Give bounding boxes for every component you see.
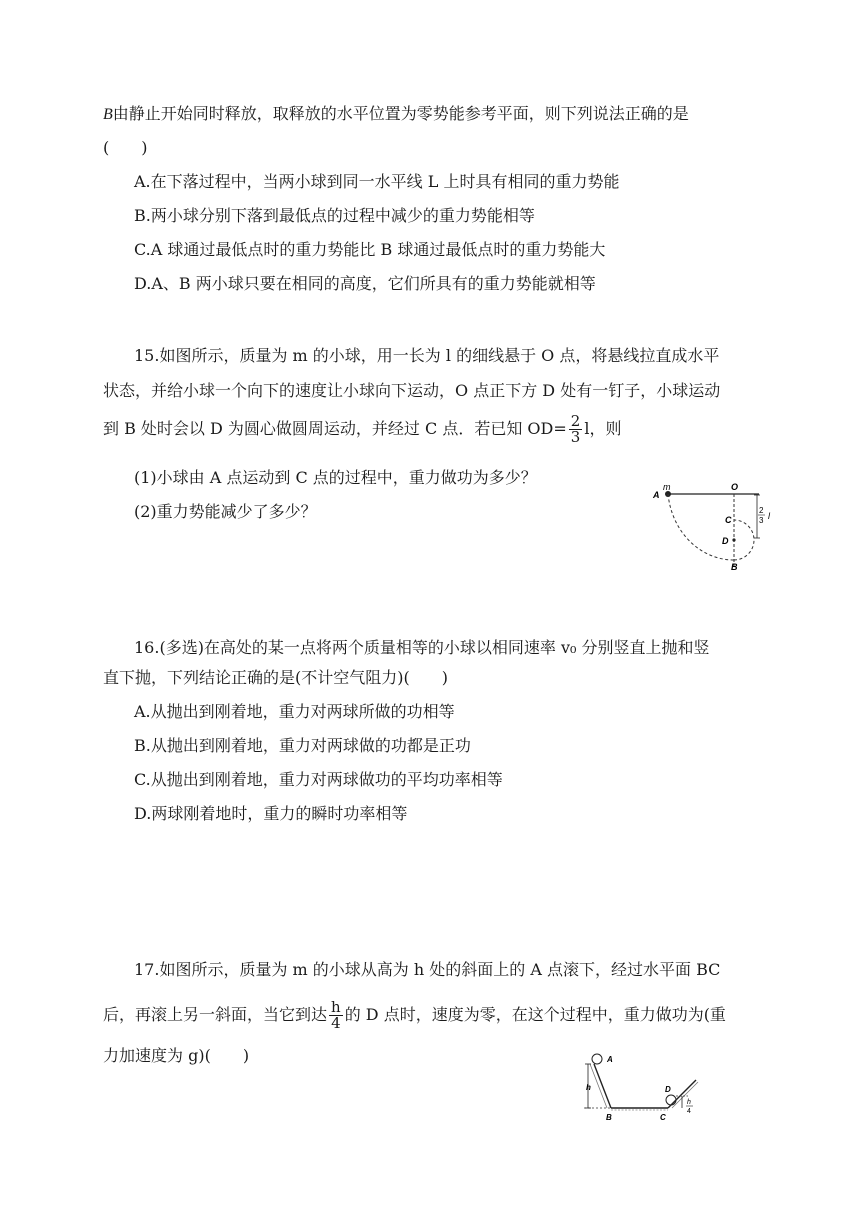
q17-h4-num: h bbox=[687, 1099, 691, 1106]
q17-fraction bbox=[329, 1000, 343, 1031]
q17-line2-post: 的 D 点时，速度为零，在这个过程中，重力做功为(重 bbox=[344, 1005, 726, 1024]
q17-ball-a bbox=[592, 1054, 602, 1064]
q14-var-b: B bbox=[103, 106, 113, 123]
q14-stem-text: 由静止开始同时释放，取释放的水平位置为零势能参考平面，则下列说法正确的是 bbox=[112, 104, 689, 123]
q17-line2-pre: 后，再滚上另一斜面，当它到达 bbox=[103, 1005, 328, 1024]
q15-sub2: (2)重力势能减少了多少？ bbox=[134, 502, 317, 521]
q17-label-b: B bbox=[606, 1113, 612, 1122]
q14-stem-line1 bbox=[103, 102, 689, 127]
q17-frac-num: h bbox=[331, 998, 341, 1016]
q17-ball-d bbox=[666, 1095, 676, 1105]
q16-option-c: C.从抛出到刚着地，重力对两球做功的平均功率相等 bbox=[134, 770, 503, 789]
q15-stem-line3 bbox=[103, 414, 621, 445]
q15-label-m: m bbox=[663, 482, 671, 492]
q17-label-d: D bbox=[665, 1085, 671, 1094]
q15-frac-num: 2 bbox=[570, 412, 581, 430]
q15-label-o: O bbox=[731, 482, 739, 492]
q17-label-a: A bbox=[607, 1055, 613, 1064]
q15-len-num: 2 bbox=[759, 506, 764, 515]
q15-line3-post: l，则 bbox=[584, 419, 622, 438]
q17-stem-line3: 力加速度为 g)( ) bbox=[103, 1046, 250, 1065]
q15-label-c: C bbox=[725, 515, 732, 525]
q15-label-b: B bbox=[731, 562, 738, 572]
q17-incline-figure bbox=[576, 1050, 702, 1124]
q15-arc-ab bbox=[668, 494, 734, 560]
q15-stem-line2: 状态，并给小球一个向下的速度让小球向下运动，O 点正下方 D 处有一钉子，小球运动 bbox=[103, 381, 721, 400]
q17-label-c: C bbox=[660, 1113, 666, 1122]
q15-line3-pre: 到 B 处时会以 D 为圆心做圆周运动，并经过 C 点．若已知 OD= bbox=[103, 419, 567, 438]
q16-option-b: B.从抛出到刚着地，重力对两球做的功都是正功 bbox=[134, 736, 471, 755]
q15-frac-den: 3 bbox=[570, 428, 581, 446]
q17-stem-line2 bbox=[103, 1000, 726, 1031]
q17-frac-den: 4 bbox=[331, 1014, 341, 1032]
q15-stem-line1: 15.如图所示，质量为 m 的小球，用一长为 l 的细线悬于 O 点，将悬线拉直成水平 bbox=[134, 346, 720, 365]
q14-option-b: B.两小球分别下落到最低点的过程中减少的重力势能相等 bbox=[134, 206, 535, 225]
q14-option-a: A.在下落过程中，当两小球到同一水平线 L 上时具有相同的重力势能 bbox=[134, 172, 620, 191]
q17-left-slope bbox=[594, 1064, 611, 1108]
q15-len-den: 3 bbox=[759, 516, 764, 525]
q15-nail bbox=[732, 538, 735, 541]
q15-arc-bc bbox=[734, 520, 754, 560]
q16-option-a: A.从抛出到刚着地，重力对两球所做的功相等 bbox=[134, 702, 455, 721]
q15-label-a: A bbox=[653, 490, 660, 500]
q17-h4-den: 4 bbox=[687, 1108, 691, 1115]
q14-answer-paren: ( ) bbox=[103, 138, 148, 157]
q15-pendulum-figure bbox=[646, 478, 780, 572]
q17-stem-line1: 17.如图所示，质量为 m 的小球从高为 h 处的斜面上的 A 点滚下，经过水平面 BC bbox=[134, 960, 721, 979]
q15-len-var: l bbox=[768, 511, 770, 521]
q14-option-c: C.A 球通过最低点时的重力势能比 B 球通过最低点时的重力势能大 bbox=[134, 240, 606, 259]
q14-option-d: D.A、B 两小球只要在相同的高度，它们所具有的重力势能就相等 bbox=[134, 274, 596, 293]
q15-label-d: D bbox=[722, 536, 729, 546]
q16-option-d: D.两球刚着地时，重力的瞬时功率相等 bbox=[134, 804, 408, 823]
q17-label-h: h bbox=[586, 1083, 591, 1092]
q16-stem-line2: 直下抛，下列结论正确的是(不计空气阻力)( ) bbox=[103, 668, 448, 687]
q15-sub1: (1)小球由 A 点运动到 C 点的过程中，重力做功为多少？ bbox=[134, 468, 537, 487]
q15-fraction bbox=[569, 414, 583, 445]
q16-stem-line1: 16.(多选)在高处的某一点将两个质量相等的小球以相同速率 v₀ 分别竖直上抛和竖 bbox=[134, 638, 710, 657]
